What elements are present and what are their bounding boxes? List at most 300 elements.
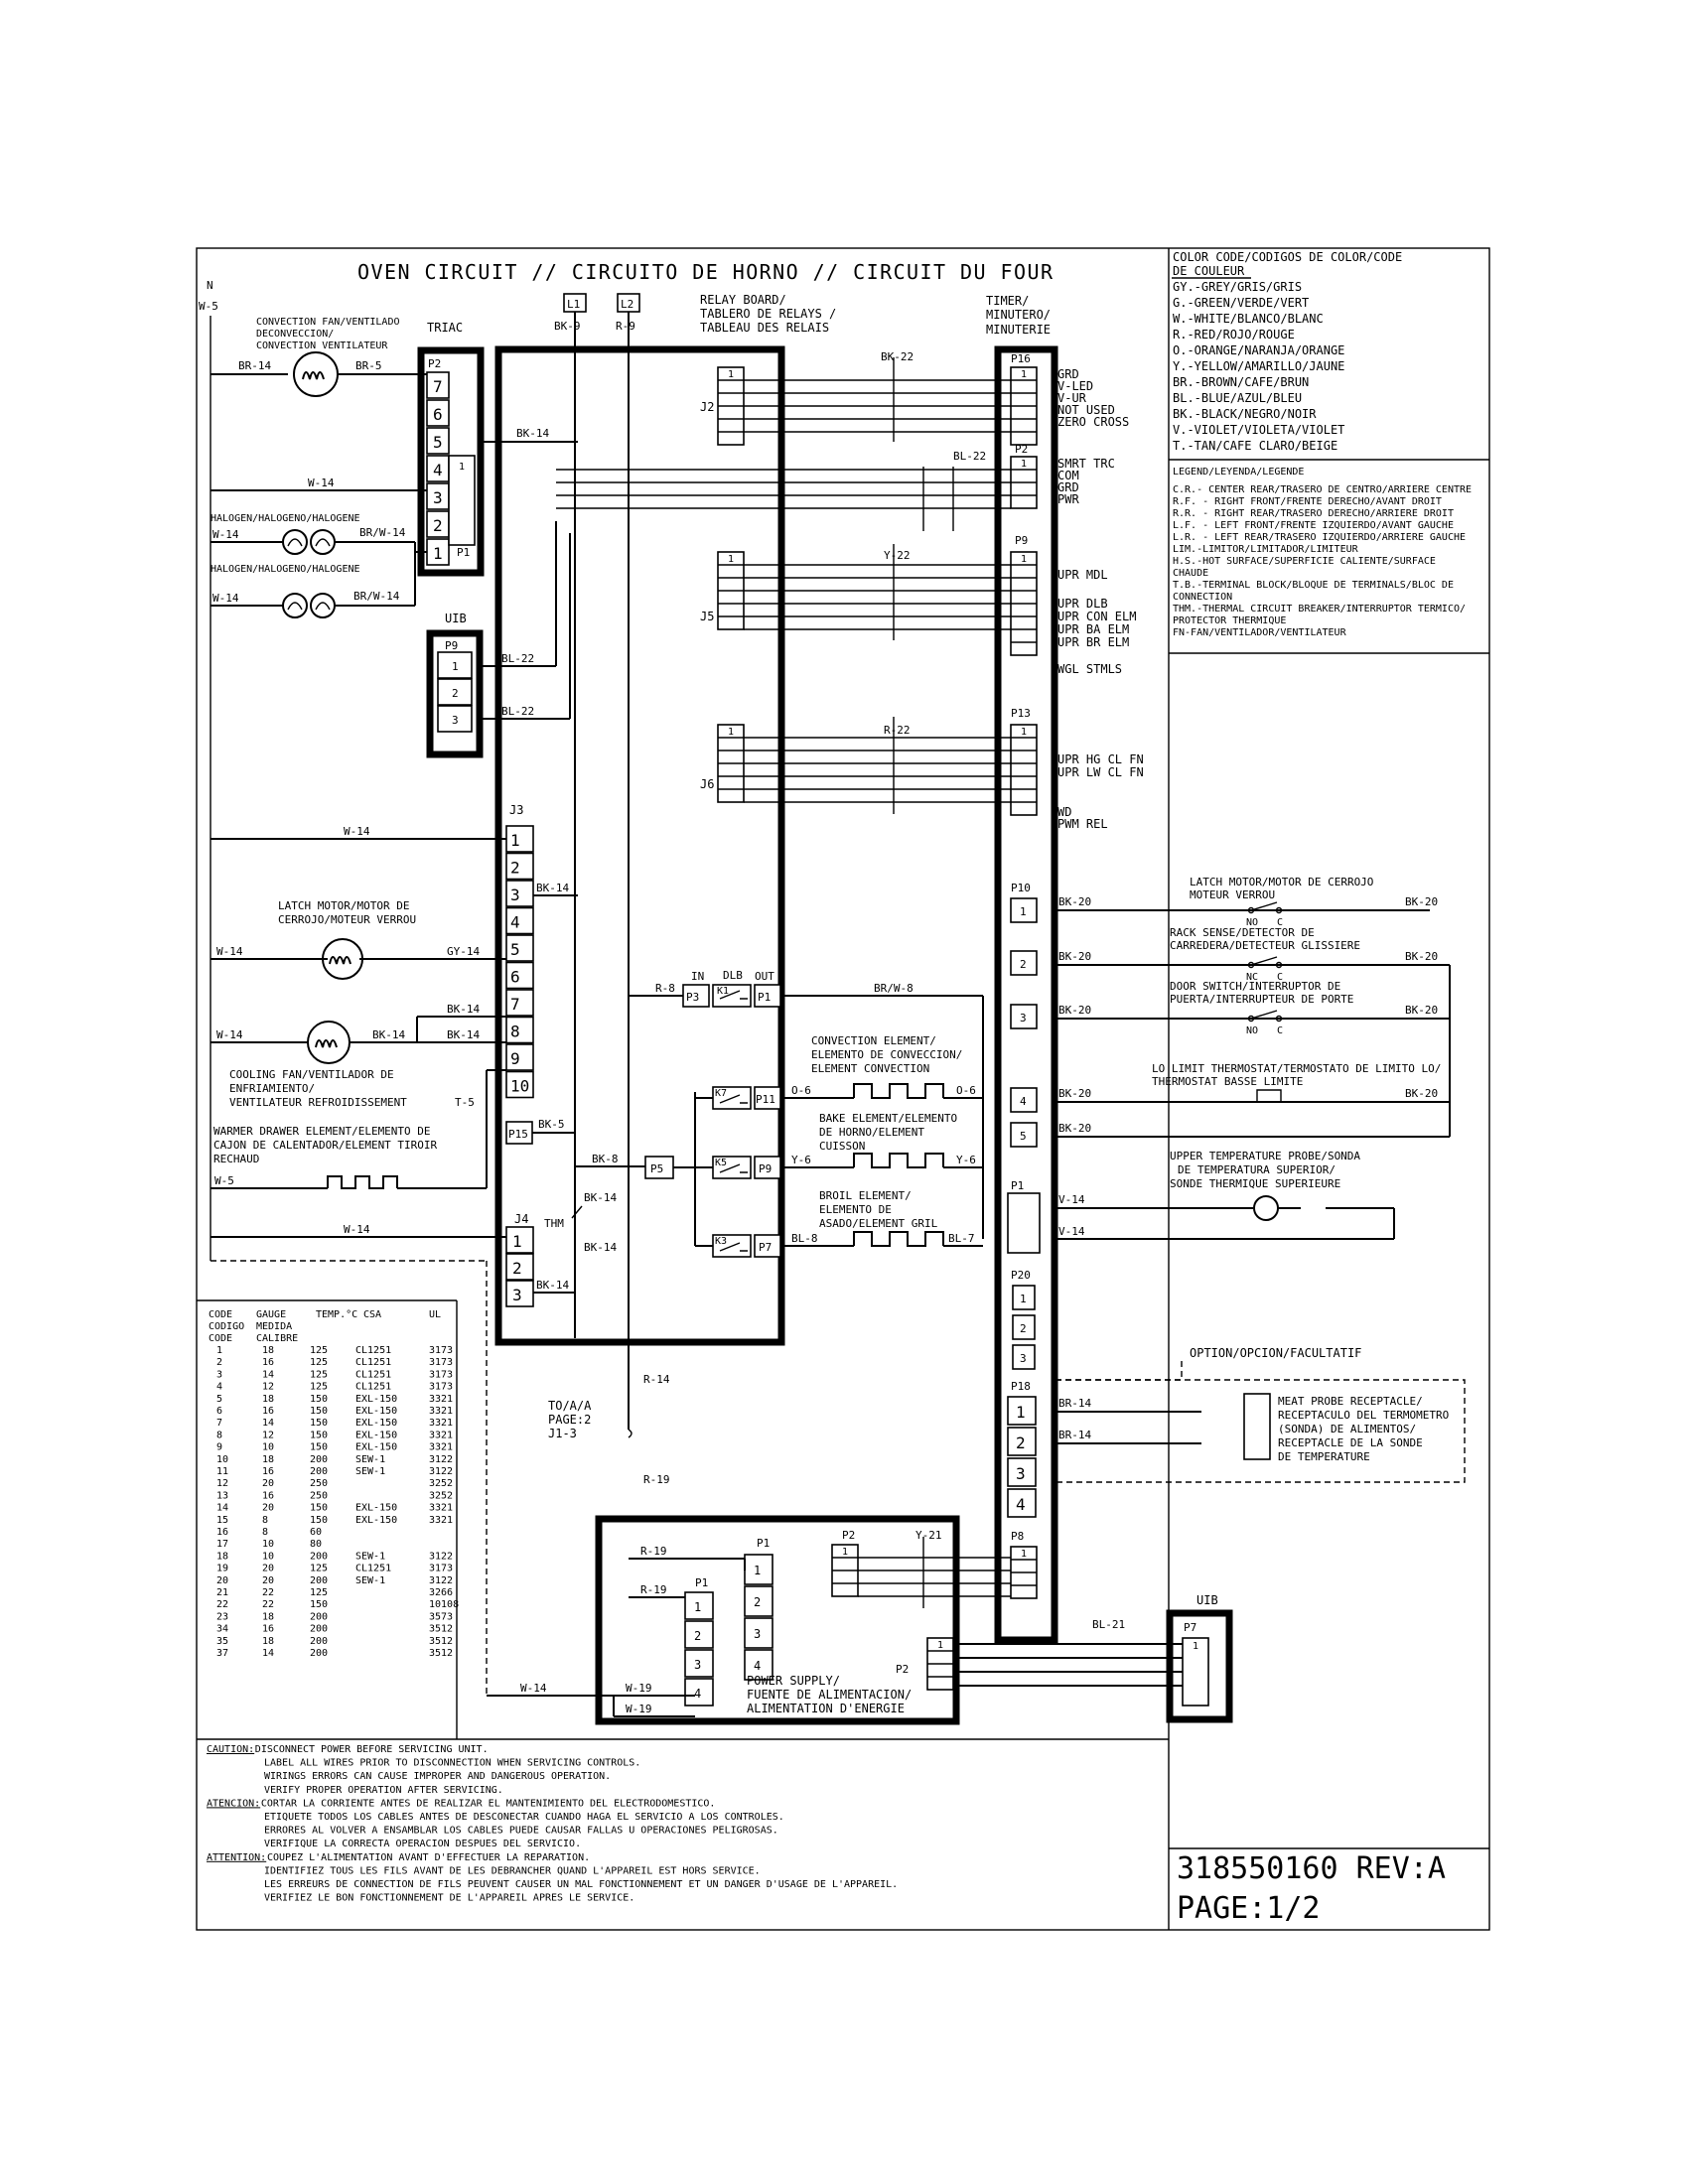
- gauge-cell: 20: [262, 1478, 275, 1490]
- c-label: C: [1277, 917, 1284, 928]
- p16-pin-label: V-UR: [1057, 391, 1086, 405]
- svg-text:THM: THM: [544, 1217, 564, 1230]
- relay-board[interactable]: [498, 349, 781, 1342]
- p2-pin-label: PWR: [1057, 492, 1079, 506]
- svg-text:BL-21: BL-21: [1092, 1618, 1126, 1631]
- p10-pin-number: 2: [1020, 958, 1027, 971]
- j6-label: J6: [700, 777, 715, 791]
- svg-text:TO/A/A: TO/A/A: [548, 1399, 592, 1413]
- gauge-cell: 125: [310, 1587, 329, 1598]
- relay-board-title: [700, 293, 836, 335]
- gauge-header: UL: [429, 1309, 442, 1320]
- p20-label: P20: [1011, 1269, 1031, 1282]
- gauge-cell: 150: [310, 1418, 329, 1430]
- svg-text:BK-5: BK-5: [538, 1118, 565, 1131]
- svg-text:BR/W-8: BR/W-8: [874, 982, 914, 995]
- pin-one: 1: [727, 727, 735, 738]
- svg-text:V-14: V-14: [1058, 1225, 1085, 1238]
- triac-pin-number: 6: [433, 405, 443, 424]
- relay-connector-label: P7: [759, 1241, 773, 1254]
- svg-text:ASADO/ELEMENT GRIL: ASADO/ELEMENT GRIL: [819, 1217, 938, 1230]
- gauge-cell: EXL-150: [355, 1430, 398, 1441]
- svg-text:P15: P15: [508, 1128, 528, 1141]
- gauge-cell: 200: [310, 1623, 329, 1635]
- svg-text:BR-14: BR-14: [1058, 1397, 1092, 1410]
- svg-text:P3: P3: [686, 991, 700, 1004]
- gauge-cell: 34: [216, 1623, 229, 1635]
- caution-line: LES ERREURS DE CONNECTION DE FILS PEUVENT CAUSER UN MAL FONCTIONNEMENT ET UN DANGER D'USAGE DE L'APPAREIL.: [264, 1879, 899, 1890]
- color-code-item: T.-TAN/CAFE CLARO/BEIGE: [1173, 439, 1338, 453]
- gauge-cell: 80: [310, 1539, 323, 1551]
- gauge-cell: 22: [216, 1599, 229, 1611]
- svg-text:BK-14: BK-14: [584, 1241, 618, 1254]
- triac-pin-number: 2: [433, 516, 443, 535]
- meat-probe-receptacle: [1244, 1394, 1270, 1459]
- svg-text:R-22: R-22: [884, 724, 911, 737]
- gauge-cell: 8: [216, 1430, 223, 1441]
- color-code-heading: COLOR CODE/CODIGOS DE COLOR/CODE: [1173, 250, 1403, 264]
- svg-text:P1: P1: [758, 991, 772, 1004]
- svg-text:BROIL ELEMENT/: BROIL ELEMENT/: [819, 1189, 912, 1202]
- color-code-item: Y.-YELLOW/AMARILLO/JAUNE: [1173, 359, 1345, 373]
- lo-limit-thermostat: [1247, 1090, 1281, 1102]
- svg-text:P5: P5: [650, 1162, 664, 1175]
- broil-element-text: [819, 1189, 938, 1230]
- svg-text:R-19: R-19: [640, 1583, 667, 1596]
- svg-text:W-19: W-19: [626, 1682, 652, 1695]
- switch-description: RACK SENSE/DETECTOR DE: [1170, 926, 1315, 939]
- svg-text:O-6: O-6: [956, 1084, 976, 1097]
- p9-pin-label: UPR CON ELM: [1057, 610, 1137, 623]
- gauge-cell: EXL-150: [355, 1406, 398, 1417]
- pin-one: 1: [727, 554, 735, 565]
- svg-text:Y-6: Y-6: [956, 1154, 976, 1166]
- gauge-cell: 200: [310, 1453, 329, 1465]
- j3-pin-number: 2: [510, 858, 520, 878]
- color-code-item: BL.-BLUE/AZUL/BLEU: [1173, 391, 1303, 405]
- halogen-label-1: HALOGEN/HALOGENO/HALOGENE: [211, 513, 360, 524]
- pin-one: 1: [936, 1640, 944, 1651]
- legend-item: L.R. - LEFT REAR/TRASERO IZQUIERDO/ARRIERE GAUCHE: [1173, 532, 1467, 543]
- svg-text:J4: J4: [514, 1212, 529, 1226]
- svg-text:T-5: T-5: [455, 1096, 475, 1109]
- p10-pin-number: 1: [1020, 905, 1027, 918]
- gauge-cell: 200: [310, 1466, 329, 1477]
- ps-p1b-pin-number: 3: [694, 1658, 702, 1672]
- p18-pin-number: 2: [1016, 1433, 1026, 1452]
- svg-text:Y-6: Y-6: [791, 1154, 811, 1166]
- p9-label: P9: [1015, 534, 1029, 547]
- color-code-item: V.-VIOLET/VIOLETA/VIOLET: [1173, 423, 1345, 437]
- svg-text:R-14: R-14: [643, 1373, 670, 1386]
- gauge-cell: SEW-1: [355, 1453, 386, 1465]
- gauge-cell: 12: [262, 1381, 275, 1393]
- gauge-header: CODIGO: [209, 1321, 245, 1332]
- gauge-cell: EXL-150: [355, 1393, 398, 1405]
- svg-text:BK-14: BK-14: [372, 1028, 406, 1041]
- svg-text:CUISSON: CUISSON: [819, 1140, 866, 1153]
- svg-text:GY-14: GY-14: [447, 945, 481, 958]
- pin-one: 1: [1020, 1549, 1028, 1560]
- switch-description: PUERTA/INTERRUPTEUR DE PORTE: [1170, 993, 1354, 1006]
- gauge-cell: 4: [216, 1381, 223, 1393]
- legend-item: FN-FAN/VENTILADOR/VENTILATEUR: [1173, 627, 1346, 638]
- convection-fan-text: [256, 317, 400, 351]
- gauge-cell: 250: [310, 1490, 329, 1502]
- pin-one: 1: [1020, 554, 1028, 565]
- gauge-header: GAUGE: [256, 1309, 287, 1320]
- svg-text:W-14: W-14: [308, 477, 335, 489]
- legend-item: T.B.-TERMINAL BLOCK/BLOQUE DE TERMINALS/BLOC DE: [1173, 580, 1454, 591]
- gauge-cell: CL1251: [355, 1563, 392, 1574]
- svg-text:TABLEAU DES RELAIS: TABLEAU DES RELAIS: [700, 321, 830, 335]
- gauge-cell: 14: [262, 1418, 275, 1430]
- svg-text:W-14: W-14: [520, 1682, 547, 1695]
- triac-pin-number: 1: [433, 544, 443, 563]
- p8-label: P8: [1011, 1530, 1025, 1543]
- part-number: 318550160 REV:A: [1177, 1851, 1446, 1886]
- bake-element-text: [819, 1112, 957, 1153]
- gauge-cell: 200: [310, 1611, 329, 1623]
- w5-label: W-5: [199, 300, 218, 313]
- caution-heading: CAUTION:: [207, 1744, 255, 1755]
- broil-element: [854, 1232, 943, 1246]
- svg-text:ELEMENTO DE CONVECCION/: ELEMENTO DE CONVECCION/: [811, 1048, 963, 1061]
- halogen-lamp-4: [311, 594, 335, 617]
- triac-label: TRIAC: [427, 321, 464, 335]
- bk20-label: BK-20: [1405, 895, 1439, 908]
- relay-label: K5: [715, 1158, 728, 1168]
- svg-text:IN: IN: [691, 970, 705, 983]
- gauge-cell: 3122: [429, 1574, 454, 1586]
- svg-text:CONVECTION FAN/VENTILADO: CONVECTION FAN/VENTILADO: [256, 317, 400, 328]
- svg-text:BK-14: BK-14: [447, 1028, 481, 1041]
- gauge-cell: 8: [262, 1514, 269, 1526]
- p10-label: P10: [1011, 882, 1031, 894]
- caution-line: IDENTIFIEZ TOUS LES FILS AVANT DE LES DEBRANCHER QUAND L'APPAREIL EST HORS SERVICE.: [264, 1865, 761, 1877]
- gauge-cell: EXL-150: [355, 1418, 398, 1430]
- halogen-lamp-1: [283, 530, 307, 554]
- c-label: C: [1277, 1025, 1284, 1036]
- p10-pin-number: 3: [1020, 1012, 1027, 1024]
- p9-pin-label: UPR BA ELM: [1057, 622, 1130, 636]
- relay-label: K7: [715, 1088, 728, 1099]
- gauge-cell: 125: [310, 1381, 329, 1393]
- gauge-cell: 3512: [429, 1635, 454, 1647]
- gauge-cell: 10: [262, 1551, 275, 1563]
- p18-pin-number: 4: [1016, 1495, 1026, 1514]
- caution-line: COUPEZ L'ALIMENTATION AVANT D'EFFECTUER LA REPARATION.: [267, 1851, 591, 1863]
- color-code-heading-2: DE COULEUR: [1173, 264, 1245, 278]
- gauge-cell: 3122: [429, 1551, 454, 1563]
- gauge-cell: 3252: [429, 1478, 454, 1490]
- j3-pin-number: 10: [510, 1076, 530, 1096]
- pin-one: 1: [1020, 727, 1028, 738]
- switch-description: LATCH MOTOR/MOTOR DE CERROJO: [1190, 876, 1374, 888]
- gauge-cell: 22: [262, 1599, 275, 1611]
- p13-pin-label: PWM REL: [1057, 817, 1108, 831]
- svg-text:RECHAUD: RECHAUD: [213, 1153, 260, 1165]
- uib-pin-number: 2: [452, 687, 459, 700]
- legend-item: THM.-THERMAL CIRCUIT BREAKER/INTERRUPTOR TERMICO/: [1173, 604, 1467, 614]
- switch-description: THERMOSTAT BASSE LIMITE: [1152, 1075, 1304, 1088]
- uib-pin-number: 1: [452, 660, 459, 673]
- svg-text:BK-14: BK-14: [584, 1191, 618, 1204]
- uib-pin-number: 3: [452, 714, 459, 727]
- gauge-cell: 19: [216, 1563, 229, 1574]
- gauge-cell: 3: [216, 1369, 223, 1381]
- no-label: NO: [1246, 1025, 1259, 1036]
- power-supply-text: [747, 1674, 912, 1715]
- svg-text:BL-8: BL-8: [791, 1232, 818, 1245]
- neutral-label: N: [207, 279, 213, 292]
- svg-text:CONVECTION VENTILATEUR: CONVECTION VENTILATEUR: [256, 341, 388, 351]
- gauge-cell: 3122: [429, 1466, 454, 1477]
- meat-probe-text: [1278, 1395, 1449, 1463]
- gauge-cell: 37: [216, 1648, 229, 1659]
- pin-one: 1: [727, 369, 735, 380]
- gauge-cell: 22: [262, 1587, 275, 1598]
- convection-element: [854, 1084, 943, 1098]
- gauge-cell: EXL-150: [355, 1441, 398, 1453]
- gauge-cell: CL1251: [355, 1357, 392, 1369]
- color-code-item: R.-RED/ROJO/ROUGE: [1173, 328, 1295, 341]
- j3-pin-number: 9: [510, 1049, 520, 1068]
- p9-pin-label: WGL STMLS: [1057, 662, 1123, 676]
- relay-connector-label: P9: [759, 1162, 773, 1175]
- color-code-item: GY.-GREY/GRIS/GRIS: [1173, 280, 1303, 294]
- p16-label: P16: [1011, 352, 1031, 365]
- svg-text:R-8: R-8: [655, 982, 675, 995]
- gauge-cell: 16: [216, 1527, 229, 1538]
- gauge-cell: 11: [216, 1466, 229, 1477]
- gauge-header: MEDIDA: [256, 1321, 293, 1332]
- caution-line: VERIFIEZ LE BON FONCTIONNEMENT DE L'APPAREIL APRES LE SERVICE.: [264, 1892, 635, 1904]
- legend-item: C.R.- CENTER REAR/TRASERO DE CENTRO/ARRIERE CENTRE: [1173, 484, 1473, 495]
- svg-text:DLB: DLB: [723, 969, 743, 982]
- ps-p1b-pin-number: 2: [694, 1629, 702, 1643]
- bk20-label: BK-20: [1405, 1004, 1439, 1017]
- gauge-cell: 150: [310, 1393, 329, 1405]
- relay-connector-label: P11: [756, 1093, 775, 1106]
- gauge-cell: 150: [310, 1502, 329, 1514]
- gauge-cell: CL1251: [355, 1369, 392, 1381]
- gauge-cell: 10: [216, 1453, 229, 1465]
- halogen-lamp-2: [311, 530, 335, 554]
- svg-text:BK-14: BK-14: [516, 427, 550, 440]
- color-code-item: BR.-BROWN/CAFE/BRUN: [1173, 375, 1310, 389]
- p16-pin-label: V-LED: [1057, 379, 1094, 393]
- svg-text:P1: P1: [457, 546, 471, 559]
- ps-p1-pin-number: 4: [754, 1659, 762, 1673]
- pin-one: 1: [1020, 459, 1028, 470]
- svg-text:DECONVECCION/: DECONVECCION/: [256, 329, 335, 340]
- caution-heading: ATENCION:: [207, 1798, 261, 1810]
- gauge-cell: 125: [310, 1563, 329, 1574]
- gauge-cell: 3321: [429, 1502, 454, 1514]
- nc-label: NC: [1246, 972, 1259, 983]
- gauge-cell: 3266: [429, 1587, 454, 1598]
- svg-text:W-14: W-14: [212, 528, 239, 541]
- gauge-cell: 16: [262, 1623, 275, 1635]
- legend-heading: LEGEND/LEYENDA/LEGENDE: [1173, 467, 1305, 478]
- svg-text:BK-14: BK-14: [536, 1279, 570, 1292]
- p13-pin-label: UPR HG CL FN: [1057, 752, 1144, 766]
- gauge-cell: 2: [216, 1357, 223, 1369]
- option-label: OPTION/OPCION/FACULTATIF: [1190, 1346, 1362, 1360]
- svg-text:R-9: R-9: [616, 320, 635, 333]
- warmer-drawer-text: [213, 1125, 438, 1165]
- switch-description: CARREDERA/DETECTEUR GLISSIERE: [1170, 939, 1361, 952]
- svg-text:P9: P9: [445, 639, 459, 652]
- gauge-cell: 150: [310, 1599, 329, 1611]
- gauge-cell: 20: [262, 1502, 275, 1514]
- svg-text:BK-8: BK-8: [592, 1153, 619, 1165]
- svg-text:RECEPTACULO DEL TERMOMETRO: RECEPTACULO DEL TERMOMETRO: [1278, 1409, 1450, 1422]
- j5-label: J5: [700, 610, 715, 623]
- svg-text:P1: P1: [695, 1576, 709, 1589]
- timer-title: [986, 294, 1051, 337]
- gauge-cell: CL1251: [355, 1345, 392, 1356]
- triac-pin-number: 3: [433, 488, 443, 507]
- gauge-cell: 20: [216, 1574, 229, 1586]
- gauge-cell: 17: [216, 1539, 229, 1551]
- svg-text:RECEPTACLE DE LA SONDE: RECEPTACLE DE LA SONDE: [1278, 1436, 1423, 1449]
- gauge-cell: 3512: [429, 1648, 454, 1659]
- j4-pin-number: 2: [512, 1259, 522, 1278]
- p13-label: P13: [1011, 707, 1031, 720]
- j3-pin-number: 6: [510, 967, 520, 987]
- svg-text:BR-5: BR-5: [355, 359, 382, 372]
- gauge-cell: 3321: [429, 1430, 454, 1441]
- svg-text:J2: J2: [700, 400, 715, 414]
- gauge-cell: 1: [216, 1345, 223, 1356]
- svg-text:MINUTERO/: MINUTERO/: [986, 308, 1052, 322]
- switch-description: MOTEUR VERROU: [1190, 888, 1276, 901]
- gauge-cell: 150: [310, 1406, 329, 1417]
- gauge-cell: SEW-1: [355, 1574, 386, 1586]
- gauge-cell: SEW-1: [355, 1466, 386, 1477]
- svg-text:J3: J3: [509, 803, 524, 817]
- gauge-cell: 18: [262, 1345, 275, 1356]
- gauge-cell: 16: [262, 1406, 275, 1417]
- gauge-cell: 10: [262, 1539, 275, 1551]
- gauge-cell: 200: [310, 1574, 329, 1586]
- bk20-label: BK-20: [1058, 1122, 1092, 1135]
- svg-text:ELEMENTO DE: ELEMENTO DE: [819, 1203, 892, 1216]
- svg-text:UIB: UIB: [445, 612, 467, 625]
- bk20-label: BK-20: [1058, 1004, 1092, 1017]
- p2-pin-label: GRD: [1057, 480, 1079, 494]
- gauge-cell: 14: [262, 1369, 275, 1381]
- svg-text:R-19: R-19: [643, 1473, 670, 1486]
- svg-text:DE TEMPERATURA SUPERIOR/: DE TEMPERATURA SUPERIOR/: [1178, 1163, 1336, 1176]
- caution-line: ERRORES AL VOLVER A ENSAMBLAR LOS CABLES PUEDE CAUSAR FALLAS U OPERACIONES PELIGROSAS.: [264, 1825, 778, 1837]
- svg-text:ENFRIAMIENTO/: ENFRIAMIENTO/: [229, 1082, 316, 1095]
- svg-text:W-14: W-14: [212, 592, 239, 605]
- p10-pin-number: 5: [1020, 1130, 1027, 1143]
- svg-text:P2: P2: [842, 1529, 856, 1542]
- gauge-cell: 10: [262, 1441, 275, 1453]
- svg-text:DE HORNO/ELEMENT: DE HORNO/ELEMENT: [819, 1126, 924, 1139]
- gauge-cell: 12: [216, 1478, 229, 1490]
- gauge-cell: 14: [216, 1502, 229, 1514]
- gauge-cell: 7: [216, 1418, 223, 1430]
- svg-text:J1-3: J1-3: [548, 1427, 577, 1440]
- gauge-cell: 3173: [429, 1381, 454, 1393]
- p9-pin-label: UPR BR ELM: [1057, 635, 1130, 649]
- gauge-cell: 3512: [429, 1623, 454, 1635]
- svg-text:W-19: W-19: [626, 1703, 652, 1715]
- svg-text:P2: P2: [896, 1663, 910, 1676]
- color-code-block: [1172, 250, 1402, 453]
- svg-text:L1: L1: [567, 298, 581, 311]
- ps-p1b-pin-number: 1: [694, 1600, 702, 1614]
- gauge-cell: 18: [262, 1393, 275, 1405]
- ps-p1b-pin-number: 4: [694, 1687, 702, 1701]
- svg-text:L2: L2: [621, 298, 634, 311]
- gauge-cell: 13: [216, 1490, 229, 1502]
- triac-pin-number: 7: [433, 377, 443, 396]
- no-label: NO: [1246, 917, 1259, 928]
- svg-text:UPPER TEMPERATURE PROBE/SONDA: UPPER TEMPERATURE PROBE/SONDA: [1170, 1150, 1361, 1162]
- svg-text:MINUTERIE: MINUTERIE: [986, 323, 1052, 337]
- svg-text:W-14: W-14: [216, 1028, 243, 1041]
- svg-text:P7: P7: [1184, 1621, 1197, 1634]
- legend-item: L.F. - LEFT FRONT/FRENTE IZQUIERDO/AVANT GAUCHE: [1173, 520, 1454, 531]
- gauge-cell: 3321: [429, 1514, 454, 1526]
- gauge-cell: 10108: [429, 1599, 460, 1611]
- bk20-label: BK-20: [1058, 1087, 1092, 1100]
- gauge-cell: 125: [310, 1357, 329, 1369]
- svg-text:VENTILATEUR REFROIDISSEMENT: VENTILATEUR REFROIDISSEMENT: [229, 1096, 407, 1109]
- gauge-cell: 5: [216, 1393, 223, 1405]
- color-code-item: O.-ORANGE/NARANJA/ORANGE: [1173, 343, 1345, 357]
- caution-line: VERIFIQUE LA CORRECTA OPERACION DESPUES DEL SERVICIO.: [264, 1839, 582, 1850]
- gauge-cell: 3573: [429, 1611, 454, 1623]
- gauge-cell: 3321: [429, 1406, 454, 1417]
- svg-text:UIB: UIB: [1196, 1593, 1218, 1607]
- gauge-cell: EXL-150: [355, 1502, 398, 1514]
- color-code-item: W.-WHITE/BLANCO/BLANC: [1173, 312, 1324, 326]
- svg-text:ELEMENT CONVECTION: ELEMENT CONVECTION: [811, 1062, 930, 1075]
- gauge-cell: 60: [310, 1527, 323, 1538]
- svg-text:W-14: W-14: [344, 825, 370, 838]
- page-number: PAGE:1/2: [1177, 1891, 1321, 1926]
- svg-text:Y-22: Y-22: [884, 549, 911, 562]
- gauge-table: [209, 1309, 459, 1659]
- gauge-cell: 150: [310, 1430, 329, 1441]
- svg-text:COOLING FAN/VENTILADOR DE: COOLING FAN/VENTILADOR DE: [229, 1068, 394, 1081]
- gauge-cell: 18: [262, 1635, 275, 1647]
- gauge-cell: 6: [216, 1406, 223, 1417]
- gauge-cell: 16: [262, 1490, 275, 1502]
- bk20-label: BK-20: [1058, 895, 1092, 908]
- j3-pin-number: 1: [510, 831, 520, 850]
- svg-text:ALIMENTATION D'ENERGIE: ALIMENTATION D'ENERGIE: [747, 1702, 905, 1715]
- j3-pin-number: 8: [510, 1022, 520, 1041]
- upper-probe-text: [1170, 1150, 1360, 1190]
- legend-item: R.R. - RIGHT REAR/TRASERO DERECHO/ARRIERE DROIT: [1173, 508, 1454, 519]
- gauge-cell: 18: [262, 1453, 275, 1465]
- c-label: C: [1277, 972, 1284, 983]
- gauge-cell: 3321: [429, 1393, 454, 1405]
- gauge-cell: 18: [262, 1611, 275, 1623]
- triac-pin-number: 4: [433, 461, 443, 479]
- pin-one: 1: [1020, 369, 1028, 380]
- svg-text:BR-14: BR-14: [238, 359, 272, 372]
- svg-text:V-14: V-14: [1058, 1193, 1085, 1206]
